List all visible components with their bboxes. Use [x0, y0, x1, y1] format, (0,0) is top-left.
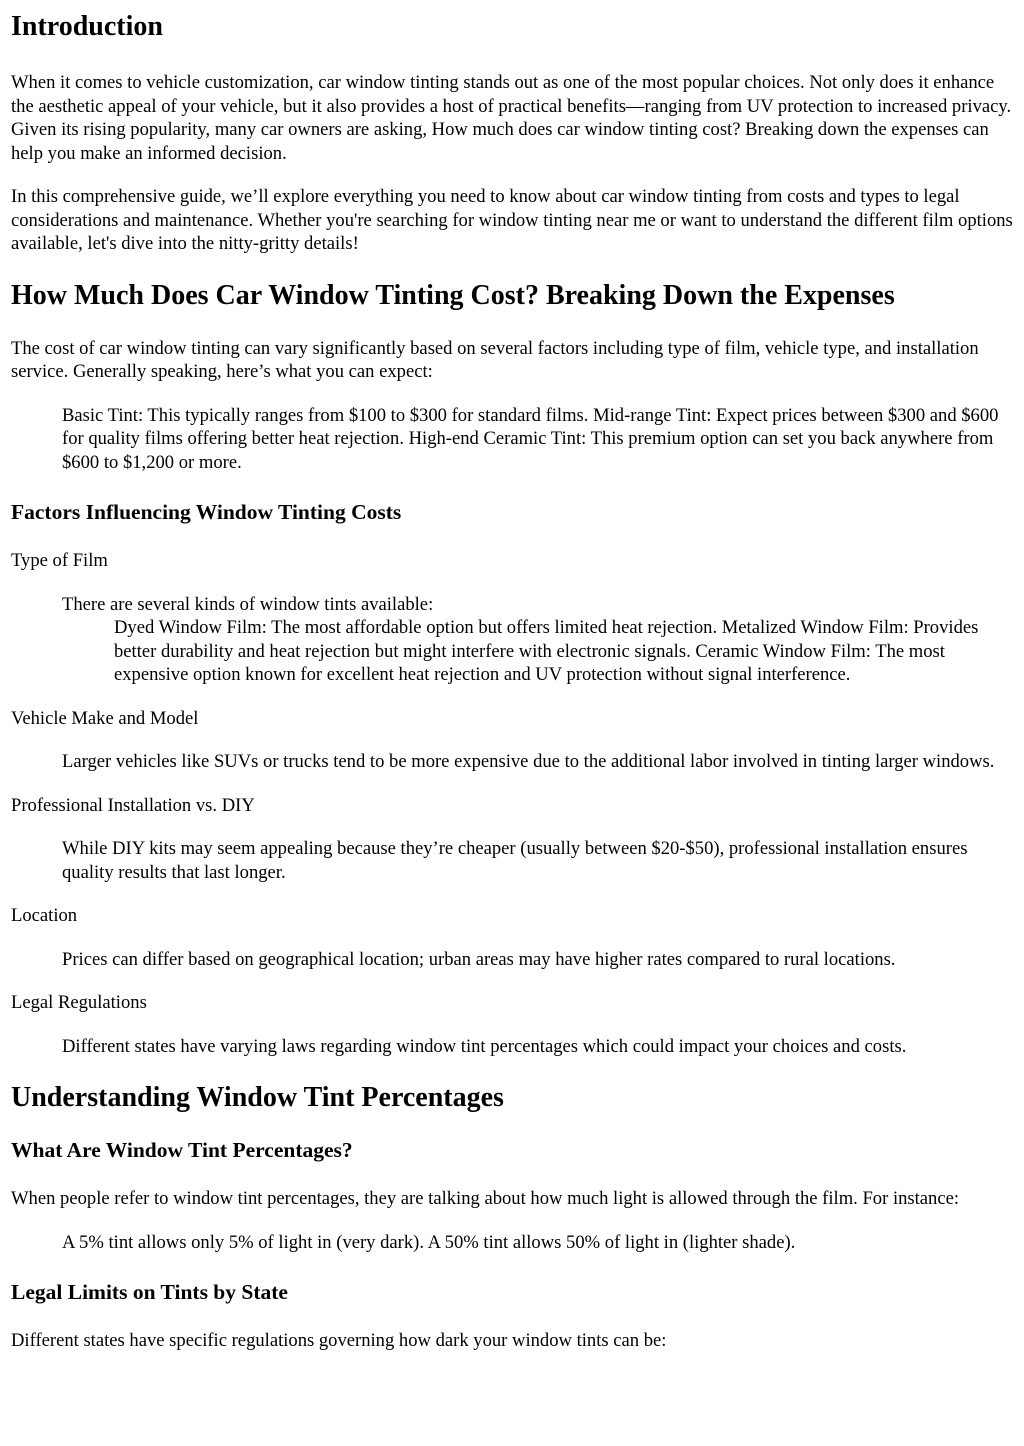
cost-paragraph: The cost of car window tinting can vary significantly based on several factors including type of film, vehicle type, and installation service. Generally speaking, here’s what you can expect: [11, 337, 979, 382]
factor-term-install: Professional Installation vs. DIY [11, 794, 255, 816]
factor-term-film: Type of Film [11, 550, 108, 571]
percent-subheading-2: Legal Limits on Tints by State [11, 1280, 288, 1304]
cost-heading: How Much Does Car Window Tinting Cost? Breaking Down the Expenses [11, 279, 895, 311]
cost-tiers-list: Basic Tint: This typically ranges from $100 to $300 for standard films. Mid-range Tint: Expect prices between $300 and $600 for quality films offering better heat rejection. High-end Ceramic Tint: This premium option can set you back anywhere from $600 to $1,200 or more. [62, 404, 999, 473]
percent-heading: Understanding Window Tint Percentages [11, 1082, 504, 1113]
factor-term-location: Location [11, 905, 78, 926]
factor-desc-legal: Different states have varying laws regarding window tint percentages which could impact your choices and costs. [62, 1035, 907, 1057]
percent-paragraph-1: When people refer to window tint percentages, they are talking about how much light is allowed through the film. For instance: [11, 1188, 960, 1209]
factors-heading: Factors Influencing Window Tinting Costs [11, 500, 402, 524]
intro-paragraph-1: When it comes to vehicle customization, car window tinting stands out as one of the most popular choices. Not only does it enhance the aesthetic appeal of your vehicle, but it also provides a host of practical benefits—ranging from UV protection to increased privacy. Given its rising popularity, many car owners are asking, How much does car window tinting cost? Breaking down the expenses can help you make an informed decision. [11, 72, 1012, 164]
factor-desc-location: Prices can differ based on geographical location; urban areas may have higher rates compared to rural locations. [62, 948, 896, 970]
factor-desc-film: There are several kinds of window tints available: [62, 593, 434, 615]
percent-paragraph-2: Different states have specific regulations governing how dark your window tints can be: [11, 1330, 667, 1351]
factor-desc-vehicle: Larger vehicles like SUVs or trucks tend to be more expensive due to the additional labor involved in tinting larger windows. [62, 751, 995, 772]
film-types-list: Dyed Window Film: The most affordable option but offers limited heat rejection. Metalized Window Film: Provides better durability and heat rejection but might interfere with electronic signals. Ceramic Window Film: The most expensive option known for excellent heat rejection and UV protection without signal interference. [114, 617, 979, 685]
factor-desc-install: While DIY kits may seem appealing because they’re cheaper (usually between $20-$50), professional installation ensures quality results that last longer. [62, 838, 968, 883]
percent-examples-list: A 5% tint allows only 5% of light in (very dark). A 50% tint allows 50% of light in (lighter shade). [62, 1231, 796, 1253]
intro-paragraph-2: In this comprehensive guide, we’ll explore everything you need to know about car window tinting from costs and types to legal considerations and maintenance. Whether you're searching for window tinting near me or want to understand the different film options available, let's dive into the nitty-gritty details! [11, 186, 1013, 254]
factor-term-legal: Legal Regulations [11, 992, 147, 1013]
factor-term-vehicle: Vehicle Make and Model [11, 707, 199, 729]
intro-heading: Introduction [11, 11, 163, 42]
percent-subheading-1: What Are Window Tint Percentages? [11, 1138, 353, 1162]
